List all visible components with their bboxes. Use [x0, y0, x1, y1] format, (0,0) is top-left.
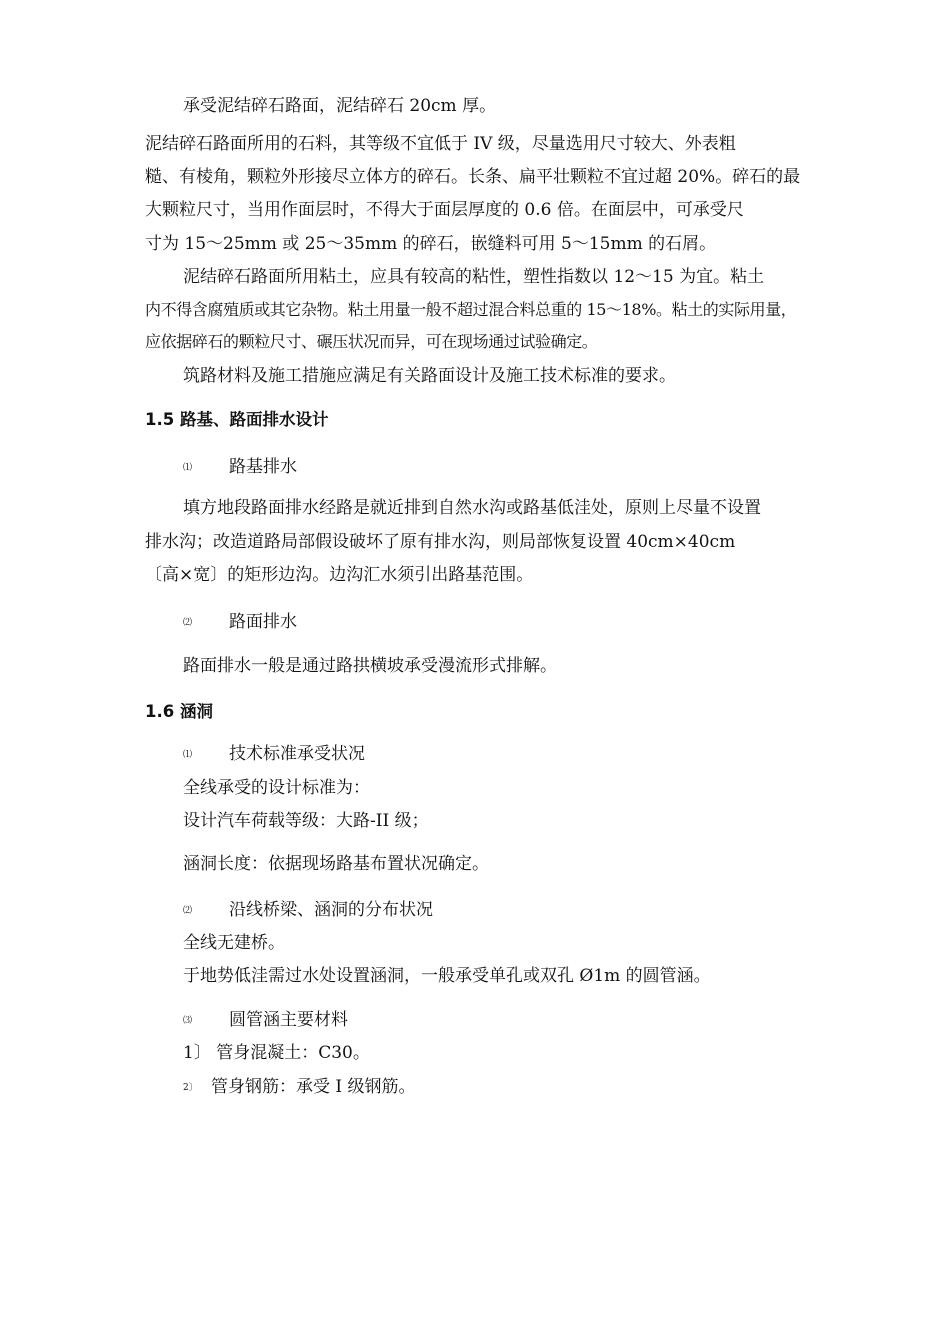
line-no-bridge: 全线无建桥。: [183, 933, 285, 953]
subheading-title: 圆管涵主要材料: [229, 1010, 348, 1030]
subheading-pipe-materials: [183, 1009, 348, 1032]
line-vehicle-load: 设计汽车荷载等级：大路-II 级；: [183, 811, 429, 831]
list-text: 管身钢筋：承受 I 级钢筋。: [211, 1077, 416, 1097]
paragraph-surface-drainage: 路面排水一般是通过路拱横坡承受漫流形式排解。: [183, 656, 557, 676]
subheading-surface-drainage: [183, 611, 297, 634]
line-pipe-concrete: 1〕 管身混凝土：C30。: [183, 1043, 370, 1063]
paragraph-road-surface: 承受泥结碎石路面，泥结碎石 20cm 厚。: [183, 96, 497, 116]
paragraph-stone-line-4: 寸为 15～25mm 或 25～35mm 的碎石，嵌缝料可用 5～15mm 的石屑。: [145, 234, 717, 254]
paragraph-stone-line-3: 大颗粒尺寸，当用作面层时，不得大于面层厚度的 0.6 倍。在面层中，可承受尺: [145, 200, 744, 220]
paragraph-clay-line-3: 应依据碎石的颗粒尺寸、碾压状况而异，可在现场通过试验确定。: [145, 332, 598, 351]
line-culvert-setup: 于地势低洼需过水处设置涵洞，一般承受单孔或双孔 Ø1m 的圆管涵。: [183, 966, 711, 986]
list-number: ⑵: [183, 905, 193, 916]
subheading-technical-standard: [183, 743, 365, 766]
subheading-distribution: [183, 899, 433, 922]
paragraph-drainage-line-1: 填方地段路面排水经路是就近排到自然水沟或路基低洼处，原则上尽量不设置: [183, 498, 761, 518]
list-number: ⑴: [183, 749, 193, 760]
paragraph-stone-line-2: 糙、有棱角，颗粒外形接尽立体方的碎石。长条、扁平壮颗粒不宜过超 20%。碎石的最: [145, 167, 801, 187]
subheading-roadbed-drainage: [183, 456, 297, 479]
paragraph-stone-line-1: 泥结碎石路面所用的石料，其等级不宜低于 IV 级，尽量选用尺寸较大、外表粗: [145, 134, 736, 154]
list-number: ⑵: [183, 617, 193, 628]
paragraph-drainage-line-3: 〔高×宽〕的矩形边沟。边沟汇水须引出路基范围。: [145, 565, 534, 585]
list-number: ⑶: [183, 1015, 193, 1026]
paragraph-drainage-line-2: 排水沟；改造道路局部假设破坏了原有排水沟，则局部恢复设置 40cm×40cm: [145, 532, 736, 552]
heading-1-5: 1.5 路基、路面排水设计: [145, 410, 329, 429]
heading-1-6: 1.6 涵洞: [145, 702, 213, 721]
subheading-title: 路面排水: [229, 612, 297, 632]
paragraph-standards: 筑路材料及施工措施应满足有关路面设计及施工技术标准的要求。: [183, 366, 676, 386]
paragraph-clay-line-2: 内不得含腐殖质或其它杂物。粘土用量一般不超过混合料总重的 15～18%。粘土的实际用量，: [145, 300, 797, 319]
line-culvert-length: 涵洞长度：依据现场路基布置状况确定。: [183, 854, 489, 874]
list-number: ⑴: [183, 462, 193, 473]
subheading-title: 路基排水: [229, 457, 297, 477]
line-pipe-rebar: [183, 1076, 416, 1099]
subheading-title: 沿线桥梁、涵洞的分布状况: [229, 900, 433, 920]
line-design-standard: 全线承受的设计标准为：: [183, 778, 370, 798]
subheading-title: 技术标准承受状况: [229, 744, 365, 764]
paragraph-clay-line-1: 泥结碎石路面所用粘土，应具有较高的粘性，塑性指数以 12～15 为宜。粘土: [183, 267, 765, 287]
list-number: 2〕: [183, 1082, 198, 1093]
